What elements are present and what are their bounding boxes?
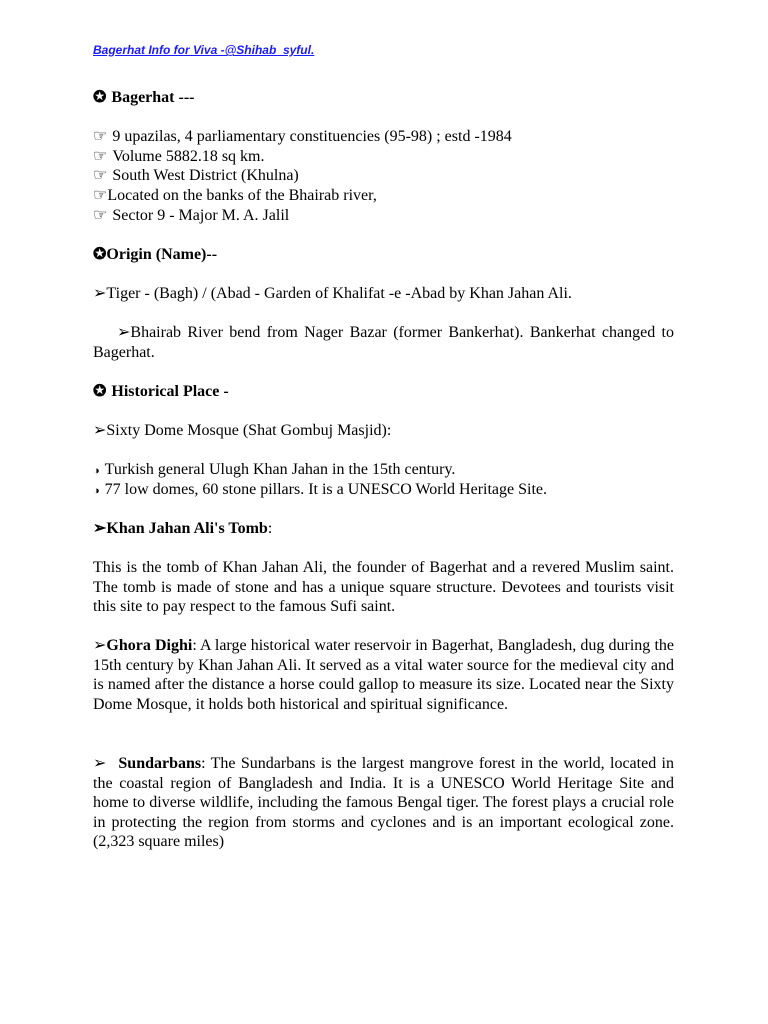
bagerhat-heading-text: Bagerhat --- (111, 89, 195, 106)
sundarbans-title: Sundarbans (118, 755, 202, 772)
tomb-title-colon: : (267, 520, 273, 537)
tomb-paragraph: This is the tomb of Khan Jahan Ali, the founder of Bagerhat and a revered Muslim saint. The tomb is made of stone and has a unique square structure. Devotees and tourists visit this site to pay respect to the famous Sufi saint. (93, 559, 674, 616)
fact-text: South West District (Khulna) (112, 167, 299, 184)
pointing-hand-icon: ☞ (93, 207, 108, 224)
origin-line-text: Tiger - (Bagh) / (Abad - Garden of Khalifat -e -Abad by Khan Jahan Ali. (106, 285, 572, 302)
sundarbans-text: : The Sundarbans is the largest mangrove forest in the world, located in the coastal region of Bangladesh and India. It is a UNESCO World Heritage Site and home to diverse wildlife, including the famous Bengal tiger. The forest plays a crucial role in protecting the region from storms and cyclones and is an important ecological zone.(2,323 square miles) (93, 755, 674, 851)
fact-text: Located on the banks of the Bhairab river, (107, 187, 377, 204)
header-link[interactable]: Bagerhat Info for Viva -@Shihab_syful. (93, 43, 315, 57)
mosque-title (93, 421, 391, 441)
fact-text: Sector 9 - Major M. A. Jalil (112, 207, 290, 224)
fact-item (93, 147, 265, 167)
origin-paragraph-text: Bhairab River bend from Nager Bazar (former Bankerhat). Bankerhat changed to Bagerhat. (93, 324, 674, 361)
fact-text: Volume 5882.18 sq km. (112, 148, 265, 165)
arrow-icon: ➢ (93, 520, 107, 537)
mosque-title-text: Sixty Dome Mosque (Shat Gombuj Masjid): (106, 422, 392, 439)
arrow-icon: ➢ (93, 637, 107, 654)
fact-item (93, 186, 377, 206)
pointing-hand-icon: ☞ (93, 167, 108, 184)
fact-item (93, 166, 299, 186)
half-circle-bullet-icon: ◑ (93, 485, 100, 497)
bagerhat-heading (93, 88, 195, 108)
ghora-dighi-title: Ghora Dighi (106, 637, 193, 654)
origin-heading (93, 245, 217, 265)
tomb-title-text: Khan Jahan Ali's Tomb (106, 520, 268, 537)
fact-text: 9 upazilas, 4 parliamentary constituencies (95-98) ; estd -1984 (112, 128, 512, 145)
ghora-dighi-text: : A large historical water reservoir in Bagerhat, Bangladesh, dug during the 15th century by Khan Jahan Ali. It served as a vital water source for the medieval city and is named after the distance a horse could gallop to measure its size. Located near the Sixty Dome Mosque, it holds both historical and spiritual significance. (93, 637, 674, 713)
star-icon: ✪ (93, 89, 107, 106)
fact-item (93, 206, 289, 226)
tomb-title (93, 519, 272, 539)
origin-line (93, 284, 572, 304)
arrow-icon: ➢ (93, 285, 107, 302)
origin-paragraph (93, 323, 674, 362)
half-circle-bullet-icon: ◑ (93, 465, 100, 477)
star-icon: ✪ (93, 383, 107, 400)
sundarbans-paragraph (93, 754, 674, 852)
star-icon: ✪ (93, 246, 107, 263)
mosque-point (93, 480, 547, 502)
ghora-dighi-paragraph (93, 636, 674, 714)
mosque-point (93, 460, 455, 482)
fact-item (93, 127, 512, 147)
pointing-hand-icon: ☞ (93, 128, 108, 145)
arrow-icon: ➢ (93, 422, 107, 439)
origin-heading-text: Origin (Name)-- (106, 246, 218, 263)
pointing-hand-icon: ☞ (93, 148, 108, 165)
arrow-icon: ➢ (117, 324, 131, 341)
arrow-icon: ➢ (93, 755, 107, 772)
mosque-point-text: Turkish general Ulugh Khan Jahan in the 15th century. (104, 461, 456, 478)
historical-heading (93, 382, 229, 402)
pointing-hand-icon: ☞ (93, 187, 108, 204)
historical-heading-text: Historical Place - (111, 383, 229, 400)
mosque-point-text: 77 low domes, 60 stone pillars. It is a UNESCO World Heritage Site. (104, 481, 548, 498)
